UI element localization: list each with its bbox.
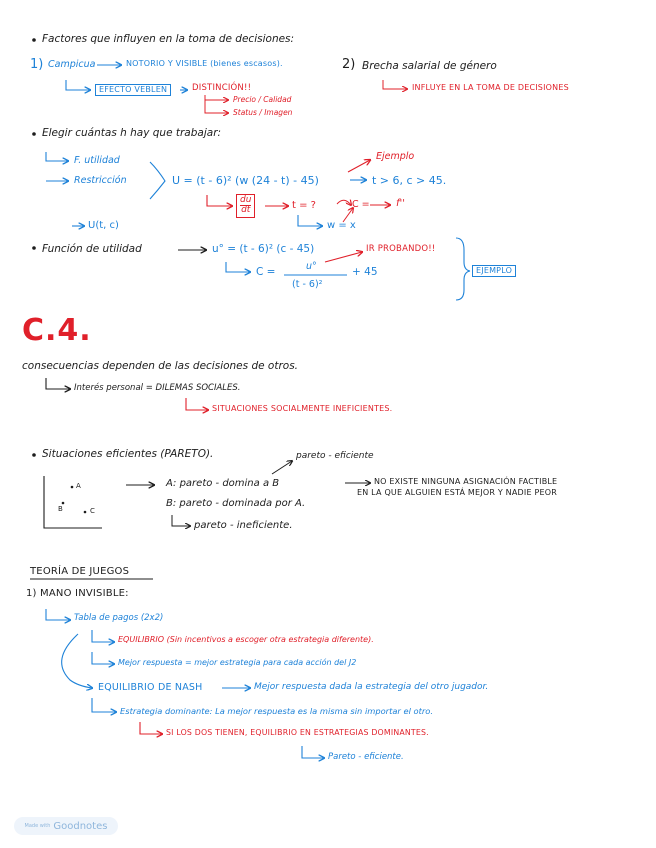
s1-item1-text: Campicua	[48, 59, 96, 70]
t-question: t = ?	[292, 200, 316, 211]
equilibrio: EQUILIBRIO (Sin incentivos a escoger otra estrategia diferente).	[118, 635, 374, 644]
bullet	[32, 246, 36, 250]
precio-calidad: Precio / Calidad	[233, 95, 292, 104]
arrow	[92, 630, 114, 642]
arrow	[140, 722, 162, 734]
point-a	[71, 486, 74, 489]
bullet	[32, 132, 36, 136]
u-tc: U(t, c)	[88, 220, 119, 231]
arrow	[272, 461, 292, 474]
arrow	[46, 609, 70, 620]
curly-brace	[456, 238, 470, 300]
arrow	[337, 200, 351, 205]
arrow	[348, 160, 370, 172]
s1-title: Factores que influyen en la toma de decisiones:	[42, 33, 295, 45]
bullet	[32, 38, 36, 42]
axes	[44, 476, 102, 528]
point-c	[84, 511, 87, 514]
arrow	[302, 746, 324, 758]
c4-interes: Interés personal = DILEMAS SOCIALES.	[74, 383, 241, 393]
u0-equation: u° = (t - 6)² (c - 45)	[212, 243, 315, 255]
point-b	[62, 502, 65, 505]
arrow	[172, 515, 190, 526]
nash-desc: Mejor respuesta dada la estrategia del otro jugador.	[254, 682, 489, 692]
pareto-ineficiente: pareto - ineficiente.	[194, 520, 293, 531]
dt: dt	[241, 205, 251, 216]
bullet	[32, 453, 36, 457]
c-equals: C =	[352, 199, 370, 210]
arrow	[46, 152, 68, 161]
s1-item1-num: 1)	[30, 57, 44, 72]
made-with-label: Made with	[24, 823, 51, 829]
goodnotes-brand: Goodnotes	[53, 820, 108, 832]
c4-line1: consecuencias dependen de las decisiones de otros.	[22, 360, 299, 372]
arrow	[205, 100, 228, 113]
point-b-label: B	[58, 505, 63, 513]
s1-item2-num: 2)	[342, 57, 356, 72]
nash: EQUILIBRIO DE NASH	[98, 682, 203, 693]
pareto-eficiente-final: Pareto - eficiente.	[328, 752, 404, 762]
si-los-dos: SI LOS DOS TIENEN, EQUILIBRIO EN ESTRATEGIAS DOMINANTES.	[166, 728, 429, 737]
mano-invisible: 1) MANO INVISIBLE:	[26, 588, 129, 599]
pareto-eficiente: pareto - eficiente	[296, 451, 374, 461]
arrow	[205, 95, 228, 100]
ejemplo: Ejemplo	[376, 151, 415, 162]
s2-title: Elegir cuántas h hay que trabajar:	[42, 127, 222, 139]
frac-denominator: (t - 6)²	[292, 279, 323, 290]
c-equals-frac: C =	[256, 266, 276, 278]
arrow	[92, 698, 116, 712]
f-prime: f''	[396, 198, 406, 209]
distincion: DISTINCIÓN!!	[192, 83, 252, 93]
arrow	[226, 262, 250, 272]
du-dt-box	[236, 194, 255, 218]
arrow	[186, 398, 208, 410]
juegos-title: TEORÍA DE JUEGOS	[30, 566, 130, 577]
bracket	[150, 162, 165, 199]
status-imagen: Status / Imagen	[233, 108, 293, 117]
arrow	[383, 80, 407, 89]
ejemplo-box: EJEMPLO	[472, 265, 516, 277]
utility-equation: U = (t - 6)² (w (24 - t) - 45)	[172, 174, 319, 187]
tabla-pagos: Tabla de pagos (2x2)	[74, 613, 164, 623]
ir-probando: IR PROBANDO!!	[366, 244, 436, 254]
pareto-line-a: A: pareto - domina a B	[166, 478, 280, 489]
estrategia-dominante: Estrategia dominante: La mejor respuesta es la misma sin importar el otro.	[120, 706, 433, 716]
s3-title: Función de utilidad	[42, 243, 142, 255]
no-existe-1: NO EXISTE NINGUNA ASIGNACIÓN FACTIBLE	[374, 477, 558, 486]
arrow	[66, 80, 90, 90]
point-c-label: C	[90, 507, 95, 515]
pareto-title: Situaciones eficientes (PARETO).	[42, 448, 214, 460]
mejor-respuesta: Mejor respuesta = mejor estrategia para cada acción del J2	[118, 658, 357, 667]
s1-item1-desc: NOTORIO Y VISIBLE (bienes escasos).	[126, 59, 283, 68]
efecto-veblen-box: EFECTO VEBLEN	[95, 84, 171, 96]
goodnotes-badge	[14, 817, 118, 835]
w-equals-x: w = x	[327, 220, 356, 231]
condicion: t > 6, c > 45.	[372, 174, 447, 187]
pareto-line-b: B: pareto - dominada por A.	[166, 498, 306, 509]
arrow	[46, 378, 70, 389]
curve-arrow	[62, 634, 92, 688]
du: du	[240, 195, 252, 205]
no-existe-2: EN LA QUE ALGUIEN ESTÁ MEJOR Y NADIE PEOR	[357, 488, 557, 497]
arrow	[207, 195, 232, 206]
restriccion: Restricción	[74, 175, 127, 186]
c4-situaciones: SITUACIONES SOCIALMENTE INEFICIENTES.	[212, 404, 393, 413]
f-utilidad: F. utilidad	[74, 155, 120, 166]
point-a-label: A	[76, 482, 81, 490]
arrow	[92, 652, 114, 664]
arrow	[325, 252, 362, 262]
c4-heading: C.4.	[22, 313, 92, 348]
plus-45: + 45	[352, 266, 378, 278]
arrow	[298, 215, 322, 226]
frac-numerator: u°	[306, 261, 317, 272]
influye: INFLUYE EN LA TOMA DE DECISIONES	[412, 83, 569, 92]
s1-item2-text: Brecha salarial de género	[362, 60, 497, 72]
